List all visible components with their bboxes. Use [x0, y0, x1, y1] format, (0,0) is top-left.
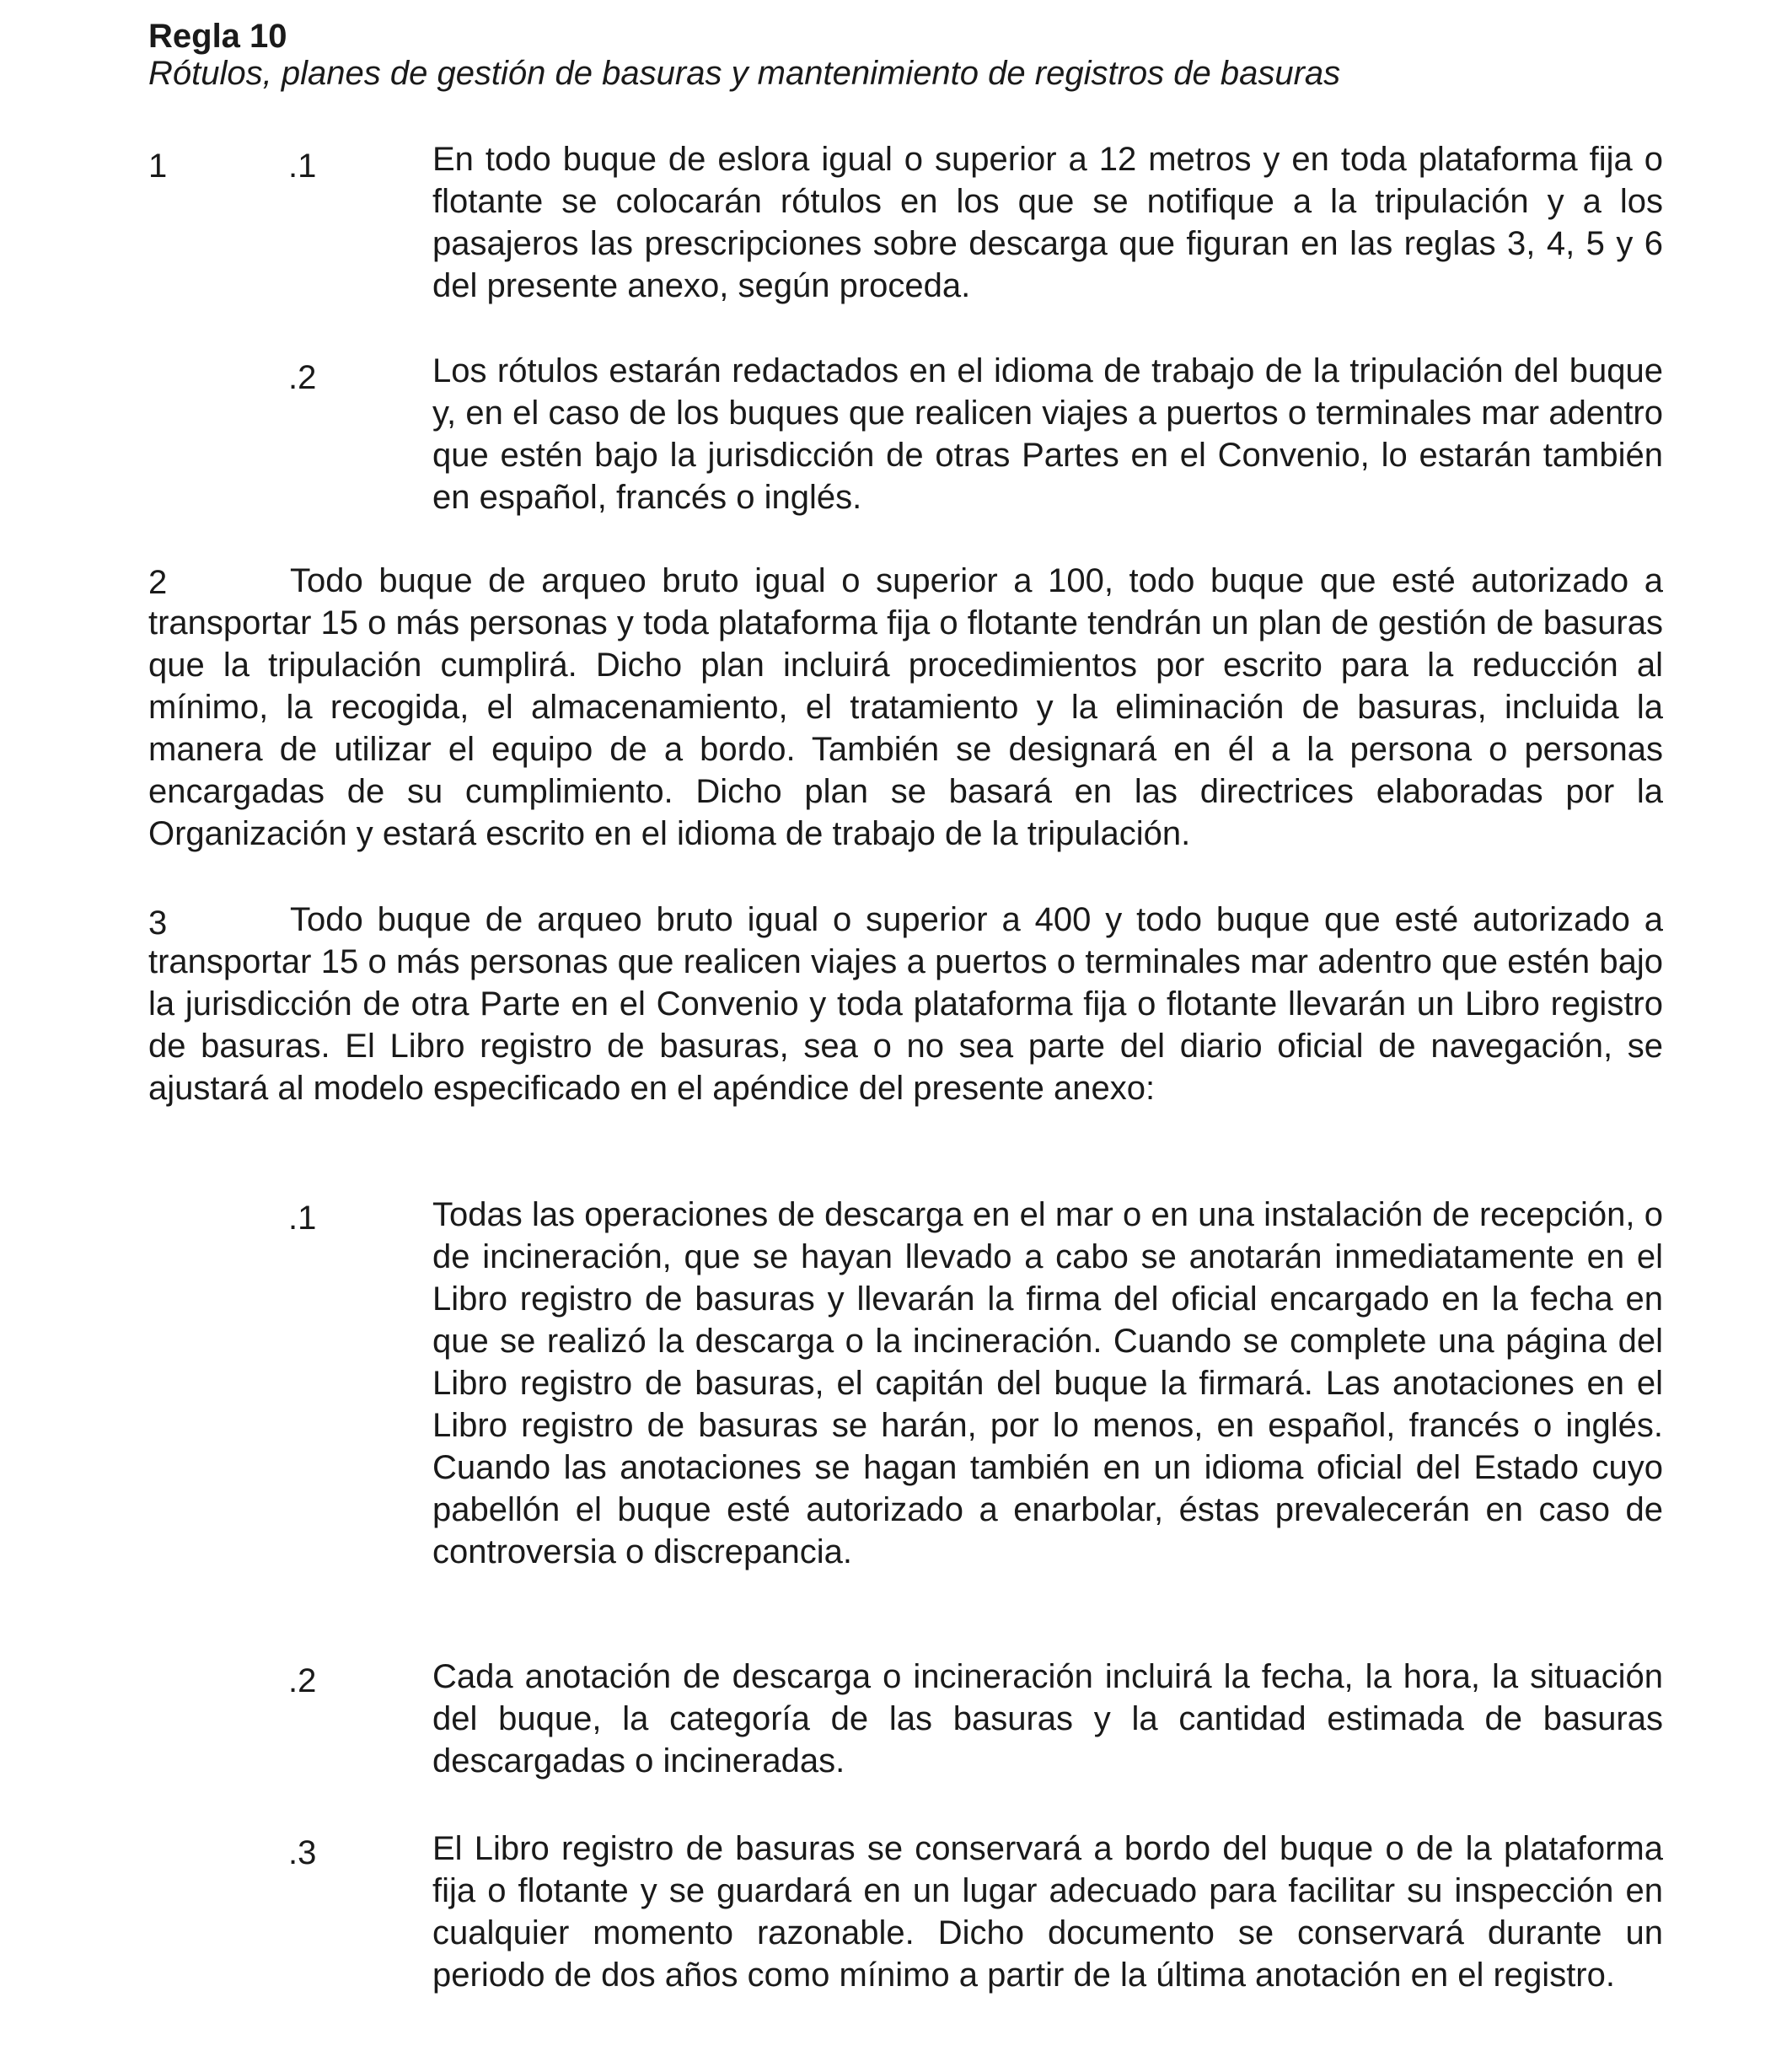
paragraph-2-text: Todo buque de arqueo bruto igual o superior a 100, todo buque que esté autorizado a transportar 15 o más personas y toda plataforma fija o flotante tendrán un plan de gestión de basuras que la tripulación cumplirá. Dicho plan incluirá procedimientos por escrito para la reducción al mínimo, la recogida, el almacenamiento, el tratamiento y la eliminación de basuras, incluida la manera de utilizar el equipo de a bordo. También se designará en él a la persona o personas encargadas de su cumplimiento. Dicho plan se basará en las directrices elaboradas por la Organización y estará escrito en el idioma de trabajo de la tripulación. — [148, 562, 1663, 852]
paragraph-3-sub-1-text: Todas las operaciones de descarga en el mar o en una instalación de recepción, o de incineración, que se hayan llevado a cabo se anotarán inmediatamente en el Libro registro de basuras y llevarán la firma del oficial encargado en la fecha en que se realizó la descarga o la incineración. Cuando se complete una página del Libro registro de basuras, el capitán del buque la firmará. Las anotaciones en el Libro registro de basuras se harán, por lo menos, en español, francés o inglés. Cuando las anotaciones se hagan también en un idioma oficial del Estado cuyo pabellón el buque esté autorizado a enarbolar, éstas prevalecerán en caso de controversia o discrepancia. — [432, 1196, 1663, 1570]
paragraph-3-number: 3 — [148, 905, 168, 942]
paragraph-3-sub-2-text: Cada anotación de descarga o incineración incluirá la fecha, la hora, la situación del buque, la categoría de las basuras y la cantidad estimada de basuras descargadas o incineradas. — [432, 1658, 1663, 1780]
paragraph-1-sub-2-text: Los rótulos estarán redactados en el idioma de trabajo de la tripulación del buque y, en el caso de los buques que realicen viajes a puertos o terminales mar adentro que estén bajo la jurisdicción de otras Partes en el Convenio, lo estarán también en español, francés o inglés. — [432, 352, 1663, 516]
paragraph-1-sub-2-number: .2 — [288, 359, 317, 396]
paragraph-3-text: Todo buque de arqueo bruto igual o superior a 400 y todo buque que esté autorizado a transportar 15 o más personas que realicen viajes a puertos o terminales mar adentro que estén bajo la jurisdicción de otra Parte en el Convenio y toda plataforma fija o flotante llevarán un Libro registro de basuras. El Libro registro de basuras, sea o no sea parte del diario oficial de navegación, se ajustará al modelo especificado en el apéndice del presente anexo: — [148, 901, 1663, 1107]
paragraph-1-sub-1-text: En todo buque de eslora igual o superior a 12 metros y en toda plataforma fija o flotante se colocarán rótulos en los que se notifique a la tripulación y a los pasajeros las prescripciones sobre descarga que figuran en las reglas 3, 4, 5 y 6 del presente anexo, según proceda. — [432, 141, 1663, 304]
paragraph-3-sub-3-number: .3 — [288, 1834, 317, 1871]
paragraph-1-number: 1 — [148, 148, 168, 185]
paragraph-2-number: 2 — [148, 564, 168, 601]
paragraph-3-sub-1-number: .1 — [288, 1200, 317, 1237]
paragraph-3-sub-3-text: El Libro registro de basuras se conservará a bordo del buque o de la plataforma fija o flotante y se guardará en un lugar adecuado para facilitar su inspección en cualquier momento razonable. Dicho documento se conservará durante un periodo de dos años como mínimo a partir de la última anotación en el registro. — [432, 1830, 1663, 1994]
rule-subtitle: Rótulos, planes de gestión de basuras y mantenimiento de registros de basuras — [148, 55, 1341, 92]
rule-title: Regla 10 — [148, 18, 287, 55]
paragraph-1-sub-1-number: .1 — [288, 148, 317, 185]
paragraph-3-sub-2-number: .2 — [288, 1662, 317, 1699]
